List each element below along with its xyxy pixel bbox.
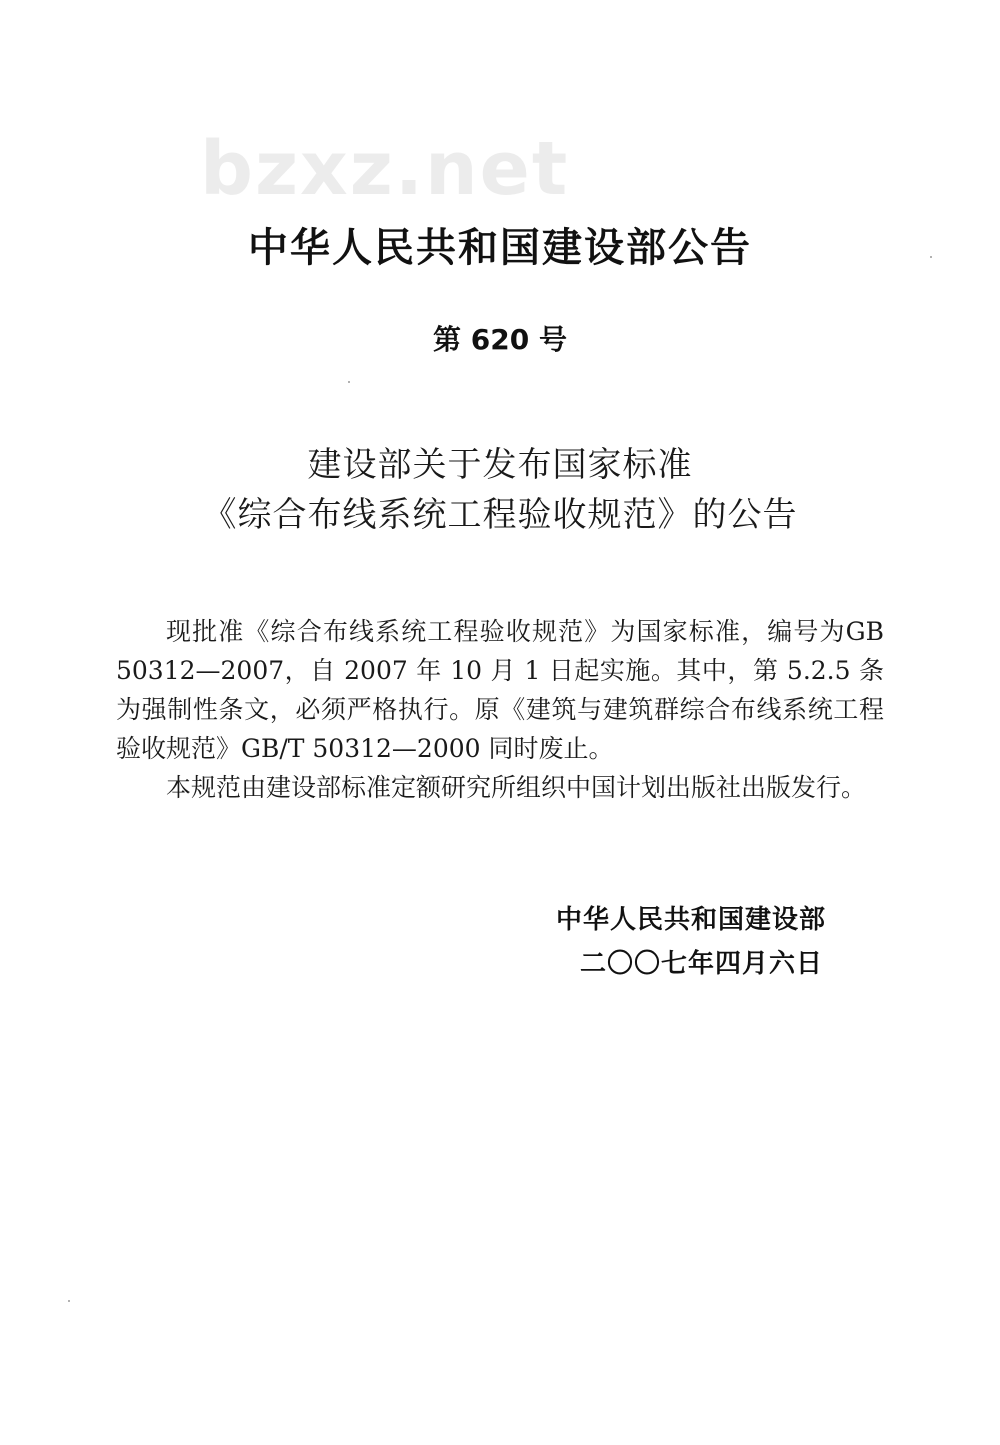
- subtitle-line-1: 建设部关于发布国家标准: [307, 445, 693, 485]
- watermark: bzxz.net: [200, 126, 570, 212]
- announcement-number: 第 620 号: [433, 323, 567, 356]
- page-title: 中华人民共和国建设部公告: [248, 225, 752, 271]
- scan-speck: [348, 381, 350, 383]
- issue-date: 二〇〇七年四月六日: [580, 949, 824, 979]
- body-paragraph-2: 本规范由建设部标准定额研究所组织中国计划出版社出版发行。: [166, 773, 867, 802]
- subtitle-line-2: 《综合布线系统工程验收规范》的公告: [202, 495, 798, 535]
- scan-speck: [930, 256, 932, 258]
- issuer-name: 中华人民共和国建设部: [556, 905, 827, 935]
- signature-block: [556, 898, 886, 986]
- scan-speck: [68, 1300, 70, 1302]
- announcement-body: [116, 612, 884, 807]
- body-paragraph-1: 现批准《综合布线系统工程验收规范》为国家标准，编号为GB 50312—2007，自 2007 年 10 月 1 日起实施。其中，第 5.2.5 条为强制性条文，必须严格执行。原《建筑与建筑群综合布线系统工程验收规范》GB/T 50312—2000 同时废止。: [116, 617, 884, 763]
- announcement-subtitle: [0, 440, 1000, 540]
